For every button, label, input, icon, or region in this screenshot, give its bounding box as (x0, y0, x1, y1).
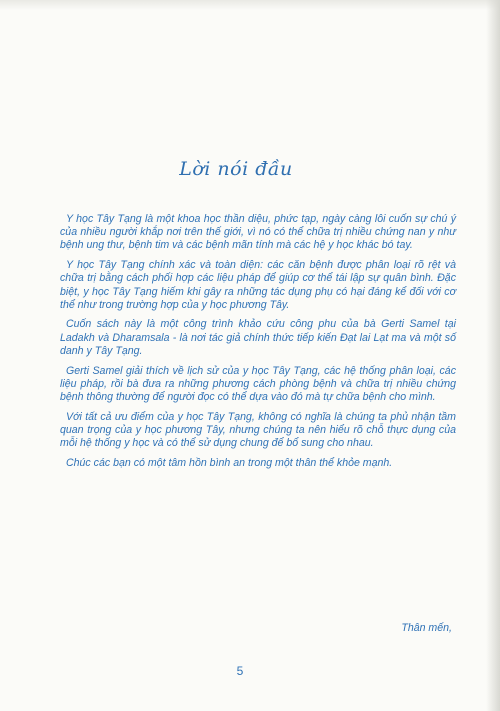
page-number: 5 (236, 664, 244, 678)
paragraph-5: Với tất cả ưu điểm của y học Tây Tạng, không có nghĩa là chúng ta phủ nhận tầm quan trọng của y học phương Tây, nhưng chúng ta nên hiểu rõ chỗ thực dụng của mỗi hệ thống y học và có thể sử dụng chung để bổ sung cho nhau. (60, 410, 456, 450)
paragraph-4: Gerti Samel giải thích về lịch sử của y học Tây Tạng, các hệ thống phân loại, các liệu pháp, rồi bà đưa ra những phương cách phòng bệnh và chữa trị nhiều chứng bệnh thông thường để người đọc có thể dựa vào đó mà tự chữa bệnh cho mình. (60, 364, 456, 403)
paragraph-2: Y học Tây Tạng chính xác và toàn diện: các căn bệnh được phân loại rõ rệt và chữa trị bằng cách phối hợp các liệu pháp để giúp cơ thể tái lập sự quân bình. Đặc biệt, y học Tây Tạng hiếm khi gây ra những tác dụng phụ có hại đáng kể đối với cơ thể như trong trường hợp của y học phương Tây. (60, 259, 456, 311)
paragraph-1: Y học Tây Tạng là một khoa học thần diệu, phức tạp, ngày càng lôi cuốn sự chú ý của nhiều người khắp nơi trên thế giới, vì nó có thể chữa trị nhiều chứng nan y như bệnh ung thư, bệnh tim và các bệnh mãn tính mà các hệ y học khác bó tay. (60, 213, 456, 252)
body-text (60, 213, 456, 476)
paragraph-3: Cuốn sách này là một công trình khảo cứu công phu của bà Gerti Samel tại Ladakh và Dharamsala - là nơi tác giả chính thức tiếp kiến Đạt lai Lạt ma và một số danh y Tây Tạng. (60, 318, 456, 357)
closing-signoff: Thân mến, (401, 622, 452, 634)
page-title: Lời nói đầu (179, 158, 293, 180)
paragraph-6: Chúc các bạn có một tâm hồn bình an trong một thân thể khỏe mạnh. (66, 456, 393, 469)
